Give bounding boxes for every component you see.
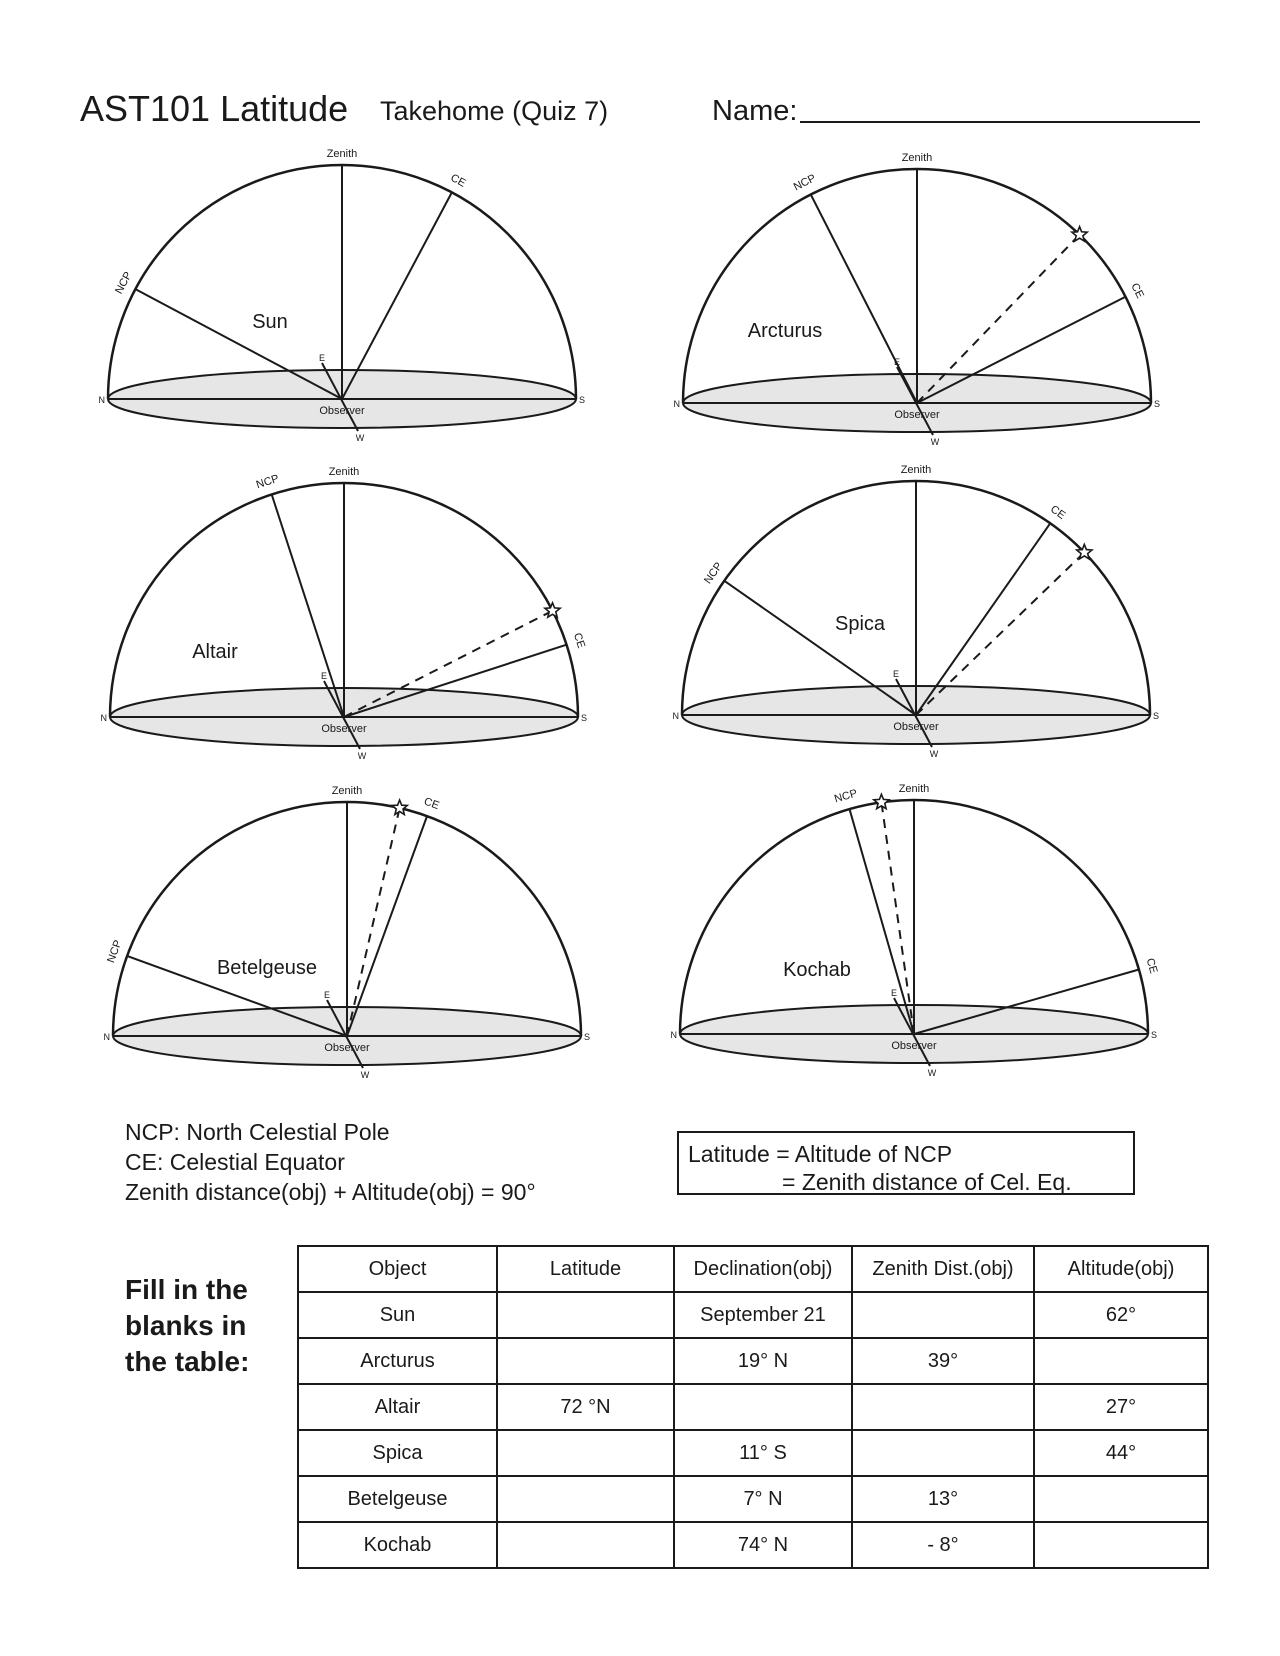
- object-name-label: Arcturus: [747, 320, 823, 342]
- instructions-line-2: blanks in: [125, 1310, 247, 1341]
- south-label: S: [584, 1032, 591, 1042]
- zenith-label: Zenith: [326, 148, 358, 160]
- table-row: [298, 1292, 1208, 1338]
- west-label: W: [930, 437, 940, 447]
- table-value-cell[interactable]: [852, 1292, 1034, 1338]
- south-label: S: [1154, 399, 1161, 409]
- table-value-cell[interactable]: [497, 1522, 674, 1568]
- table-value-cell: - 8°: [852, 1522, 1034, 1568]
- latitude-formula-box: [677, 1131, 1135, 1195]
- ncp-line: [811, 195, 917, 403]
- table-value-cell[interactable]: [1034, 1338, 1208, 1384]
- table-value-cell: 7° N: [674, 1476, 852, 1522]
- north-label: N: [103, 1032, 110, 1042]
- east-label: E: [892, 669, 900, 679]
- west-label: W: [929, 749, 939, 759]
- table-object-cell: Arcturus: [298, 1338, 497, 1384]
- object-name-label: Spica: [834, 613, 886, 635]
- table-object-cell: Kochab: [298, 1522, 497, 1568]
- instructions-line-1: Fill in the: [125, 1274, 248, 1305]
- table-row: [298, 1338, 1208, 1384]
- table-row: [298, 1522, 1208, 1568]
- star-sightline: [347, 808, 400, 1036]
- zenith-label: Zenith: [331, 785, 363, 797]
- south-label: S: [581, 713, 588, 723]
- table-header-cell: Declination(obj): [674, 1246, 852, 1292]
- table-header-cell: Altitude(obj): [1034, 1246, 1208, 1292]
- table-value-cell[interactable]: [497, 1430, 674, 1476]
- west-label: W: [360, 1070, 370, 1080]
- table-value-cell[interactable]: [1034, 1476, 1208, 1522]
- ncp-label: NCP: [791, 172, 818, 194]
- east-label: E: [893, 357, 901, 367]
- zenith-label: Zenith: [901, 152, 933, 164]
- table-value-cell: 72 °N: [497, 1384, 674, 1430]
- page-title: AST101 Latitude: [80, 88, 349, 129]
- south-label: S: [1151, 1030, 1158, 1040]
- page-subtitle: Takehome (Quiz 7): [380, 96, 609, 126]
- east-label: E: [323, 990, 331, 1000]
- ce-line: [347, 816, 427, 1036]
- ncp-label: NCP: [833, 787, 859, 806]
- north-label: N: [100, 713, 107, 723]
- table-value-cell[interactable]: [1034, 1522, 1208, 1568]
- table-row: [298, 1384, 1208, 1430]
- ce-label: CE: [570, 631, 588, 650]
- answer-table: [297, 1245, 1209, 1569]
- west-label: W: [357, 751, 367, 761]
- legend-ncp: NCP: North Celestial Pole: [125, 1119, 390, 1145]
- table-object-cell: Spica: [298, 1430, 497, 1476]
- east-label: E: [890, 988, 898, 998]
- legend: [125, 1117, 536, 1207]
- ce-label: CE: [1143, 956, 1160, 975]
- table-value-cell[interactable]: [852, 1384, 1034, 1430]
- table-value-cell: 74° N: [674, 1522, 852, 1568]
- table-value-cell: 27°: [1034, 1384, 1208, 1430]
- north-label: N: [673, 399, 680, 409]
- table-row: [298, 1430, 1208, 1476]
- star-icon: [392, 800, 407, 815]
- object-name-label: Altair: [192, 641, 238, 663]
- table-object-cell: Betelgeuse: [298, 1476, 497, 1522]
- table-value-cell: 39°: [852, 1338, 1034, 1384]
- table-header-cell: Object: [298, 1246, 497, 1292]
- legend-zenith-rule: Zenith distance(obj) + Altitude(obj) = 90°: [125, 1179, 536, 1205]
- ncp-line: [272, 494, 344, 717]
- object-name-label: Kochab: [783, 959, 851, 981]
- table-value-cell[interactable]: [497, 1338, 674, 1384]
- star-icon: [545, 603, 560, 617]
- name-label: Name:: [712, 95, 798, 127]
- table-value-cell: 62°: [1034, 1292, 1208, 1338]
- table-value-cell: 44°: [1034, 1430, 1208, 1476]
- zenith-label: Zenith: [900, 464, 932, 476]
- table-value-cell[interactable]: [497, 1292, 674, 1338]
- north-label: N: [672, 711, 679, 721]
- table-value-cell[interactable]: [674, 1384, 852, 1430]
- ncp-label: NCP: [105, 938, 125, 965]
- ce-label: CE: [422, 795, 441, 813]
- star-sightline: [881, 802, 914, 1034]
- table-value-cell: September 21: [674, 1292, 852, 1338]
- formula-line-1: Latitude = Altitude of NCP: [688, 1141, 953, 1167]
- table-header-cell: Zenith Dist.(obj): [852, 1246, 1034, 1292]
- table-value-cell[interactable]: [497, 1476, 674, 1522]
- table-value-cell: 13°: [852, 1476, 1034, 1522]
- table-row: [298, 1476, 1208, 1522]
- object-name-label: Betelgeuse: [216, 957, 318, 979]
- observer-label: Observer: [324, 1042, 370, 1054]
- observer-label: Observer: [891, 1040, 937, 1052]
- ncp-label: NCP: [254, 472, 281, 492]
- table-value-cell: 19° N: [674, 1338, 852, 1384]
- west-label: W: [927, 1068, 937, 1078]
- observer-label: Observer: [319, 405, 365, 417]
- north-label: N: [670, 1030, 677, 1040]
- instructions: [125, 1272, 249, 1380]
- south-label: S: [579, 395, 586, 405]
- observer-label: Observer: [893, 721, 939, 733]
- ce-label: CE: [1128, 281, 1146, 301]
- table-value-cell[interactable]: [852, 1430, 1034, 1476]
- zenith-label: Zenith: [328, 466, 360, 478]
- ncp-line: [850, 809, 914, 1034]
- table-object-cell: Altair: [298, 1384, 497, 1430]
- east-label: E: [318, 353, 326, 363]
- star-icon: [874, 794, 889, 808]
- ncp-label: NCP: [113, 269, 135, 297]
- ce-label: CE: [1048, 503, 1068, 522]
- table-object-cell: Sun: [298, 1292, 497, 1338]
- table-header-cell: Latitude: [497, 1246, 674, 1292]
- east-label: E: [320, 671, 328, 681]
- formula-line-2: = Zenith distance of Cel. Eq.: [782, 1169, 1072, 1195]
- instructions-line-3: the table:: [125, 1346, 250, 1377]
- south-label: S: [1153, 711, 1160, 721]
- zenith-label: Zenith: [898, 783, 930, 795]
- object-name-label: Sun: [252, 311, 288, 333]
- table-header-row: [298, 1246, 1208, 1292]
- ce-label: CE: [448, 171, 468, 190]
- west-label: W: [355, 433, 365, 443]
- north-label: N: [98, 395, 105, 405]
- legend-ce: CE: Celestial Equator: [125, 1149, 345, 1175]
- ncp-label: NCP: [702, 560, 726, 587]
- table-value-cell: 11° S: [674, 1430, 852, 1476]
- ce-line: [342, 192, 452, 399]
- observer-label: Observer: [894, 409, 940, 421]
- observer-label: Observer: [321, 723, 367, 735]
